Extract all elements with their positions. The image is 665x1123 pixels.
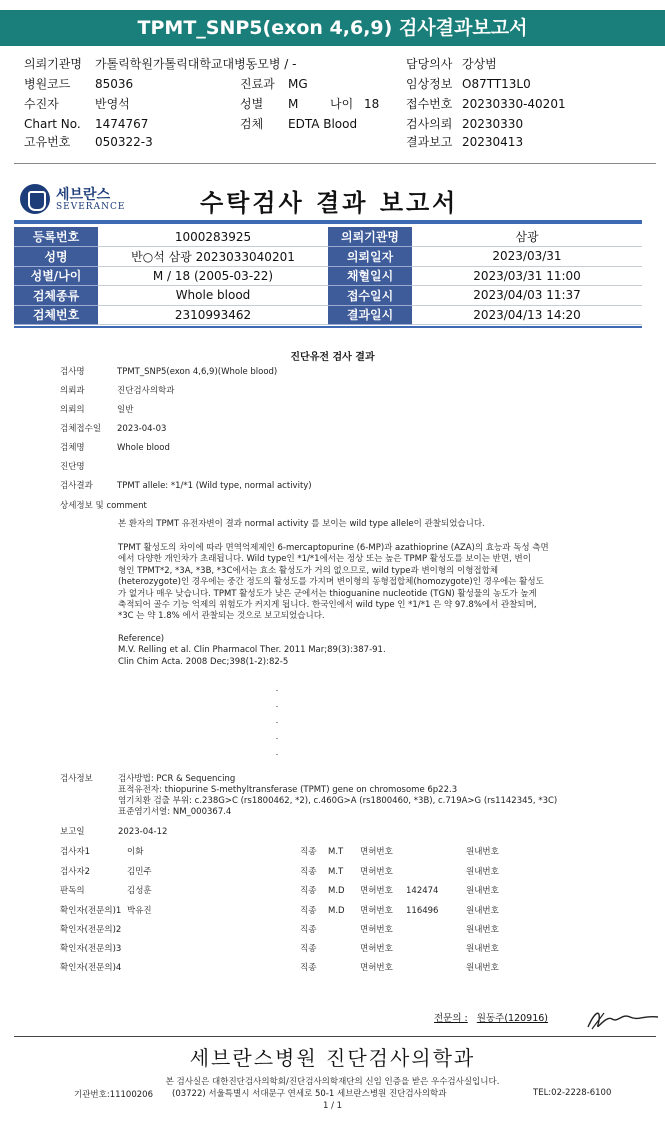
report-banner-title: TPMT_SNP5(exon 4,6,9) 검사결과보고서 — [0, 10, 665, 46]
report-title: 수탁검사 결과 보고서 — [200, 189, 459, 217]
title-underline — [14, 220, 642, 224]
staff-license: 116496 — [406, 906, 439, 916]
field-value-doctor: 일반 — [117, 405, 134, 415]
references: Reference) M.V. Relling et al. Clin Pharmacol Ther. 2011 Mar;89(3):387-91. Clin Chim Acta. 2008 Dec;398(1-2):82-5 — [118, 634, 386, 667]
info-value: 1000283925 — [98, 227, 328, 247]
specialist-signature-line — [434, 1010, 548, 1024]
severance-logo — [20, 184, 126, 216]
info-key: 의뢰일자 — [328, 247, 412, 267]
footer-institution-no: 기관번호:11100206 — [74, 1090, 153, 1100]
info-value: 2023/04/03 11:37 — [412, 286, 642, 306]
staff-name: 김성훈 — [127, 886, 152, 896]
value-requesting-institution: 가톨릭학원가톨릭대학교대병동모병 / - — [95, 57, 297, 71]
staff-name: 김민주 — [127, 867, 152, 877]
label-unique-no: 고유번호 — [24, 135, 71, 149]
staff-hospital-label: 원내번호 — [466, 886, 499, 896]
label-sex: 성별 — [240, 97, 264, 111]
staff-title: 확인자(전문의)3 — [60, 944, 122, 954]
staff-role: M.T — [328, 847, 344, 857]
footer-department: 세브란스병원 진단검사의학과 — [189, 1046, 476, 1070]
info-value: 2310993462 — [98, 305, 328, 325]
staff-name: 이화 — [127, 847, 144, 857]
logo-name-english: SEVERANCE — [56, 202, 126, 212]
value-clinical-info: O87TT13L0 — [462, 77, 531, 91]
info-key: 검체종류 — [14, 286, 98, 306]
footer-tel: TEL:02-2228-6100 — [533, 1088, 612, 1098]
label-chart-no: Chart No. — [24, 117, 81, 131]
staff-role-label: 직종 — [300, 867, 317, 877]
staff-license-label: 면허번호 — [360, 886, 393, 896]
label-department: 진료과 — [240, 77, 275, 91]
staff-role: M.D — [328, 906, 345, 916]
staff-name: 박유진 — [127, 906, 152, 916]
info-key: 등록번호 — [14, 227, 98, 247]
staff-role-label: 직종 — [300, 963, 317, 973]
label-result-report: 결과보고 — [406, 135, 453, 149]
divider-dot — [276, 722, 278, 723]
value-hospital-code: 85036 — [95, 77, 134, 91]
table-row — [14, 266, 642, 286]
exam-info-line: 표적유전자: thiopurine S-methyltransferase (TPMT) gene on chromosome 6p22.3 — [118, 785, 458, 795]
label-clinical-info: 임상정보 — [406, 77, 453, 91]
divider-dot — [276, 754, 278, 755]
info-key: 접수일시 — [328, 286, 412, 306]
info-value: Whole blood — [98, 286, 328, 306]
staff-hospital-label: 원내번호 — [466, 847, 499, 857]
value-attending-doctor: 강상범 — [462, 57, 497, 71]
label-receipt-no: 접수번호 — [406, 97, 453, 111]
divider-dot — [276, 690, 278, 691]
staff-license-label: 면허번호 — [360, 944, 393, 954]
comment-body: TPMT 활성도의 차이에 따라 면역억제제인 6-mercaptopurine (6-MP)과 azathioprine (AZA)의 효능과 독성 측면 에서 다양한 개인차가 초래됩니다. Wild type인 *1/*1에서는 정상 또는 높은 TPMP 활성도를 보이는 반면, 변이 형인 TPMT*2, *3A, *3B, *3C에서는 효소 활성도가 거의 없으므로, wild type과 변이형의 이형접합체 (heterozygote)인 경우에는 중간 정도의 활성도를 가지며 변이형의 동형접합체(homozygote)인 경우에는 활성도 가 없거나 매우 낮습니다. TPMT 활성도가 낮은 군에서는 thioguanine nucleotide (TGN) 활성물의 농도가 높게 축적되어 골수 기능 억제의 위험도가 커지게 됩니다. 한국인에서 wild type 인 *1/*1 은 약 97.8%에서 관찰되며, *3C 는 약 1.8% 에서 관찰되는 것으로 보고되었습니다. — [118, 543, 549, 622]
field-value-specimen-name: Whole blood — [117, 443, 170, 453]
value-sex: M — [288, 97, 299, 111]
info-value: 2023/04/13 14:20 — [412, 305, 642, 325]
info-value: M / 18 (2005-03-22) — [98, 266, 328, 286]
exam-info-label: 검사정보 — [60, 774, 93, 784]
footer-page-number: 1 / 1 — [322, 1101, 343, 1111]
table-row — [14, 305, 642, 325]
field-label: 검사명 — [60, 367, 85, 377]
staff-role-label: 직종 — [300, 925, 317, 935]
detail-comment-label: 상세정보 및 comment — [60, 501, 147, 511]
info-key: 검체번호 — [14, 305, 98, 325]
field-label: 의뢰의 — [60, 405, 85, 415]
table-row — [14, 247, 642, 267]
field-label: 검사결과 — [60, 481, 93, 491]
handwritten-signature-icon — [582, 1005, 662, 1033]
label-specimen: 검체 — [240, 117, 264, 131]
field-label: 검체접수일 — [60, 424, 102, 434]
staff-title: 확인자(전문의)1 — [60, 906, 122, 916]
label-patient: 수진자 — [24, 97, 59, 111]
staff-title: 검사자1 — [60, 847, 91, 857]
staff-license-label: 면허번호 — [360, 867, 393, 877]
info-key: 결과일시 — [328, 305, 412, 325]
comment-intro: 본 환자의 TPMT 유전자변이 결과 normal activity 를 보이는 wild type allele이 관찰되었습니다. — [118, 519, 485, 529]
label-test-request: 검사의뢰 — [406, 117, 453, 131]
value-specimen: EDTA Blood — [288, 117, 358, 131]
signature-name: 원동주(120916) — [476, 1013, 549, 1024]
staff-title: 검사자2 — [60, 867, 91, 877]
label-hospital-code: 병원코드 — [24, 77, 71, 91]
footer-divider — [14, 1036, 656, 1037]
info-key: 의뢰기관명 — [328, 227, 412, 247]
staff-role-label: 직종 — [300, 886, 317, 896]
info-value: 반○석 삼광 2023033040201 — [98, 247, 328, 267]
table-row — [14, 227, 642, 247]
section-title: 진단유전 검사 결과 — [290, 352, 375, 363]
staff-role-label: 직종 — [300, 847, 317, 857]
exam-info-line: 검사방법: PCR & Sequencing — [118, 774, 236, 784]
staff-license-label: 면허번호 — [360, 925, 393, 935]
info-value: 2023/03/31 11:00 — [412, 266, 642, 286]
info-key: 채혈일시 — [328, 266, 412, 286]
exam-info-line: 염기치환 검출 부위: c.238G>C (rs1800462, *2), c.460G>A (rs1800460, *3B), c.719A>G (rs1142345, *3C) — [118, 796, 558, 806]
staff-role-label: 직종 — [300, 944, 317, 954]
staff-role: M.T — [328, 867, 344, 877]
field-value-test-result: TPMT allele: *1/*1 (Wild type, normal activity) — [117, 481, 312, 491]
staff-title: 확인자(전문의)2 — [60, 925, 122, 935]
field-value-receipt-date: 2023-04-03 — [117, 424, 167, 434]
staff-title: 판독의 — [60, 886, 85, 896]
value-chart-no: 1474767 — [95, 117, 149, 131]
label-age: 나이 — [330, 97, 354, 111]
value-age: 18 — [364, 97, 380, 111]
signature-label: 전문의 : — [434, 1013, 468, 1024]
staff-license: 142474 — [406, 886, 439, 896]
label-requesting-institution: 의뢰기관명 — [24, 57, 82, 71]
staff-hospital-label: 원내번호 — [466, 944, 499, 954]
footer-certification: 본 검사실은 대한진단검사의학회/진단검사의학재단의 신임 인증을 받은 우수검사실입니다. — [165, 1077, 500, 1087]
value-receipt-no: 20230330-40201 — [462, 97, 566, 111]
info-value: 삼광 — [412, 227, 642, 247]
divider-dot — [276, 706, 278, 707]
report-date-value: 2023-04-12 — [118, 827, 168, 837]
staff-license-label: 면허번호 — [360, 906, 393, 916]
divider-dot — [276, 738, 278, 739]
staff-hospital-label: 원내번호 — [466, 925, 499, 935]
table-bottom-rule — [14, 326, 642, 328]
value-test-request: 20230330 — [462, 117, 524, 131]
field-label: 검체명 — [60, 443, 85, 453]
value-patient: 반영석 — [95, 97, 130, 111]
label-attending-doctor: 담당의사 — [406, 57, 453, 71]
footer-address: (03722) 서울특별시 서대문구 연세로 50-1 세브란스병원 진단검사의학과 — [172, 1089, 447, 1099]
report-date-label: 보고일 — [60, 827, 85, 837]
value-result-report: 20230413 — [462, 135, 524, 149]
exam-info-line: 표준염기서열: NM_000367.4 — [118, 807, 232, 817]
field-label: 의뢰과 — [60, 386, 85, 396]
staff-hospital-label: 원내번호 — [466, 963, 499, 973]
info-value: 2023/03/31 — [412, 247, 642, 267]
logo-name-korean: 세브란스 — [56, 187, 111, 203]
field-value-test-name: TPMT_SNP5(exon 4,6,9)(Whole blood) — [117, 367, 278, 377]
staff-role: M.D — [328, 886, 345, 896]
value-department: MG — [288, 77, 308, 91]
staff-title: 확인자(전문의)4 — [60, 963, 122, 973]
header-divider — [14, 163, 656, 164]
patient-info-table — [14, 227, 642, 325]
value-unique-no: 050322-3 — [95, 135, 153, 149]
staff-license-label: 면허번호 — [360, 963, 393, 973]
field-value-department: 진단검사의학과 — [117, 386, 175, 396]
staff-hospital-label: 원내번호 — [466, 906, 499, 916]
info-key: 성명 — [14, 247, 98, 267]
table-row — [14, 286, 642, 306]
severance-seal-icon — [20, 184, 50, 214]
field-label: 진단명 — [60, 462, 85, 472]
staff-role-label: 직종 — [300, 906, 317, 916]
staff-hospital-label: 원내번호 — [466, 867, 499, 877]
staff-license-label: 면허번호 — [360, 847, 393, 857]
info-key: 성별/나이 — [14, 266, 98, 286]
